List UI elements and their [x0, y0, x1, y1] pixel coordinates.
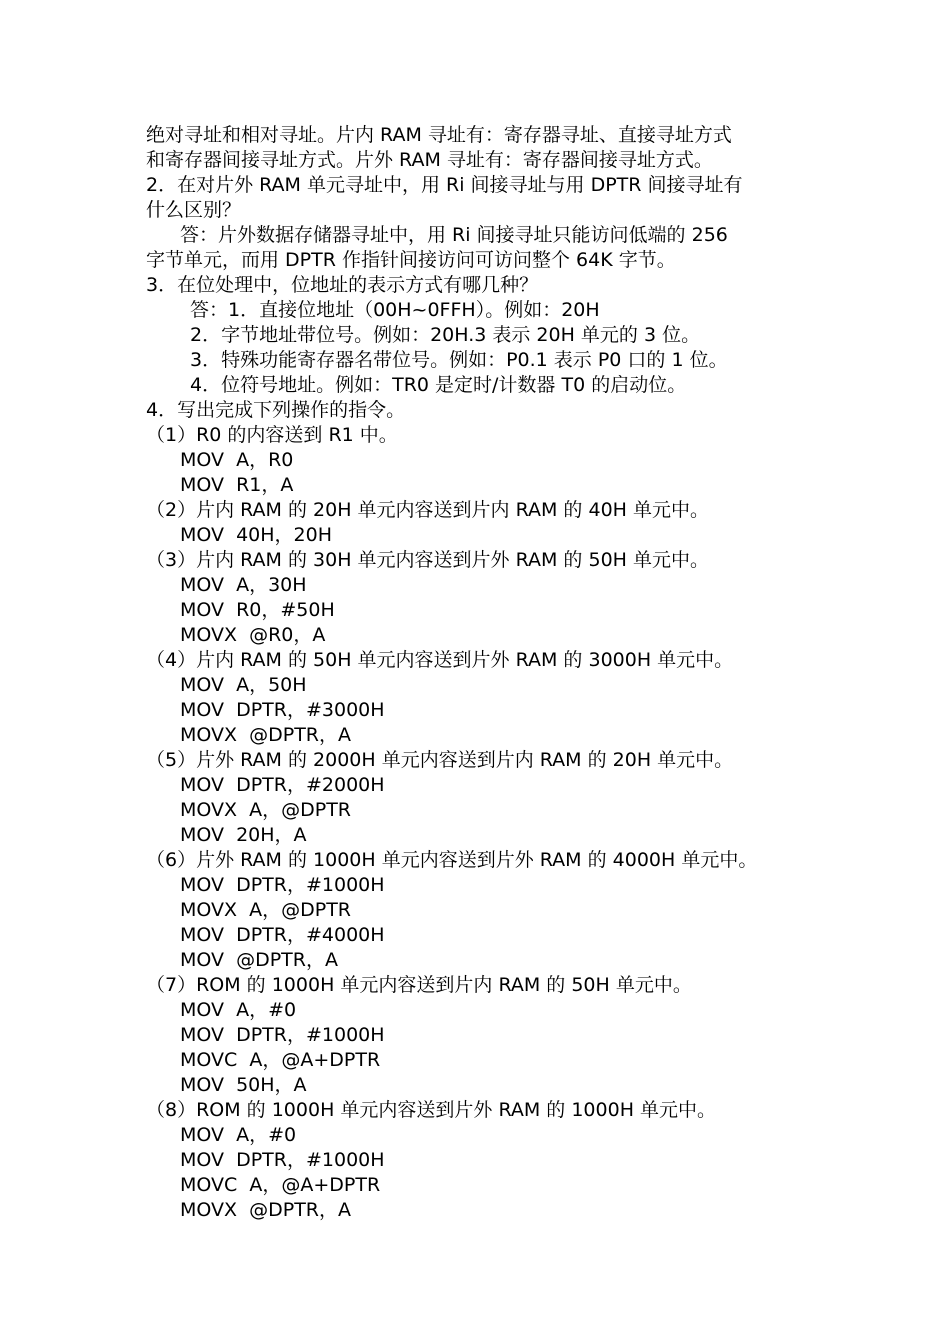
subquestion-line: （3）片内 RAM 的 30H 单元内容送到片外 RAM 的 50H 单元中。	[146, 549, 709, 571]
code-line: MOV DPTR，#4000H	[180, 924, 385, 946]
code-line: MOV A，R0	[180, 449, 294, 471]
code-line: MOV A，50H	[180, 674, 307, 696]
code-line: MOVX @R0，A	[180, 624, 326, 646]
code-line: MOVX @DPTR，A	[180, 724, 352, 746]
code-line: MOV DPTR，#1000H	[180, 1149, 385, 1171]
code-line: MOV DPTR，#1000H	[180, 874, 385, 896]
subquestion-line: （2）片内 RAM 的 20H 单元内容送到片内 RAM 的 40H 单元中。	[146, 499, 709, 521]
subquestion-line: （8）ROM 的 1000H 单元内容送到片外 RAM 的 1000H 单元中。	[146, 1099, 717, 1121]
code-line: MOV 40H，20H	[180, 524, 333, 546]
answer-3-item: 3．特殊功能寄存器名带位号。例如：P0.1 表示 P0 口的 1 位。	[190, 349, 728, 371]
subquestion-line: （5）片外 RAM 的 2000H 单元内容送到片内 RAM 的 20H 单元中。	[146, 749, 734, 771]
subquestion-line: （6）片外 RAM 的 1000H 单元内容送到片外 RAM 的 4000H 单元中。	[146, 849, 758, 871]
code-line: MOVX A，@DPTR	[180, 799, 352, 821]
code-line: MOV R1，A	[180, 474, 294, 496]
question-3-line: 3．在位处理中，位地址的表示方式有哪几种？	[146, 274, 539, 296]
subquestion-line: （7）ROM 的 1000H 单元内容送到片内 RAM 的 50H 单元中。	[146, 974, 692, 996]
answer-3-line: 答：1．直接位地址（00H~0FFH）。例如：20H	[190, 299, 600, 321]
answer-3-item: 2．字节地址带位号。例如：20H.3 表示 20H 单元的 3 位。	[190, 324, 701, 346]
question-2-line: 2．在对片外 RAM 单元寻址中，用 Ri 间接寻址与用 DPTR 间接寻址有	[146, 174, 743, 196]
code-line: MOV A，#0	[180, 1124, 297, 1146]
code-line: MOVX @DPTR，A	[180, 1199, 352, 1221]
code-line: MOVC A，@A+DPTR	[180, 1174, 381, 1196]
code-line: MOV R0，#50H	[180, 599, 335, 621]
code-line: MOV @DPTR，A	[180, 949, 338, 971]
text-line: 字节单元，而用 DPTR 作指针间接访问可访问整个 64K 字节。	[146, 249, 676, 271]
code-line: MOV 50H，A	[180, 1074, 307, 1096]
code-line: MOV A，30H	[180, 574, 307, 596]
code-line: MOV 20H，A	[180, 824, 307, 846]
code-line: MOV A，#0	[180, 999, 297, 1021]
text-line: 和寄存器间接寻址方式。片外 RAM 寻址有：寄存器间接寻址方式。	[146, 149, 713, 171]
answer-3-item: 4．位符号地址。例如：TR0 是定时/计数器 T0 的启动位。	[190, 374, 687, 396]
subquestion-line: （1）R0 的内容送到 R1 中。	[146, 424, 398, 446]
code-line: MOVX A，@DPTR	[180, 899, 352, 921]
answer-2-line: 答：片外数据存储器寻址中，用 Ri 间接寻址只能访问低端的 256	[180, 224, 728, 246]
code-line: MOV DPTR，#3000H	[180, 699, 385, 721]
question-4-line: 4．写出完成下列操作的指令。	[146, 399, 406, 421]
text-line: 绝对寻址和相对寻址。片内 RAM 寻址有：寄存器寻址、直接寻址方式	[146, 124, 732, 146]
subquestion-line: （4）片内 RAM 的 50H 单元内容送到片外 RAM 的 3000H 单元中。	[146, 649, 734, 671]
code-line: MOV DPTR，#1000H	[180, 1024, 385, 1046]
code-line: MOV DPTR，#2000H	[180, 774, 385, 796]
text-line: 什么区别？	[146, 199, 242, 221]
code-line: MOVC A，@A+DPTR	[180, 1049, 381, 1071]
